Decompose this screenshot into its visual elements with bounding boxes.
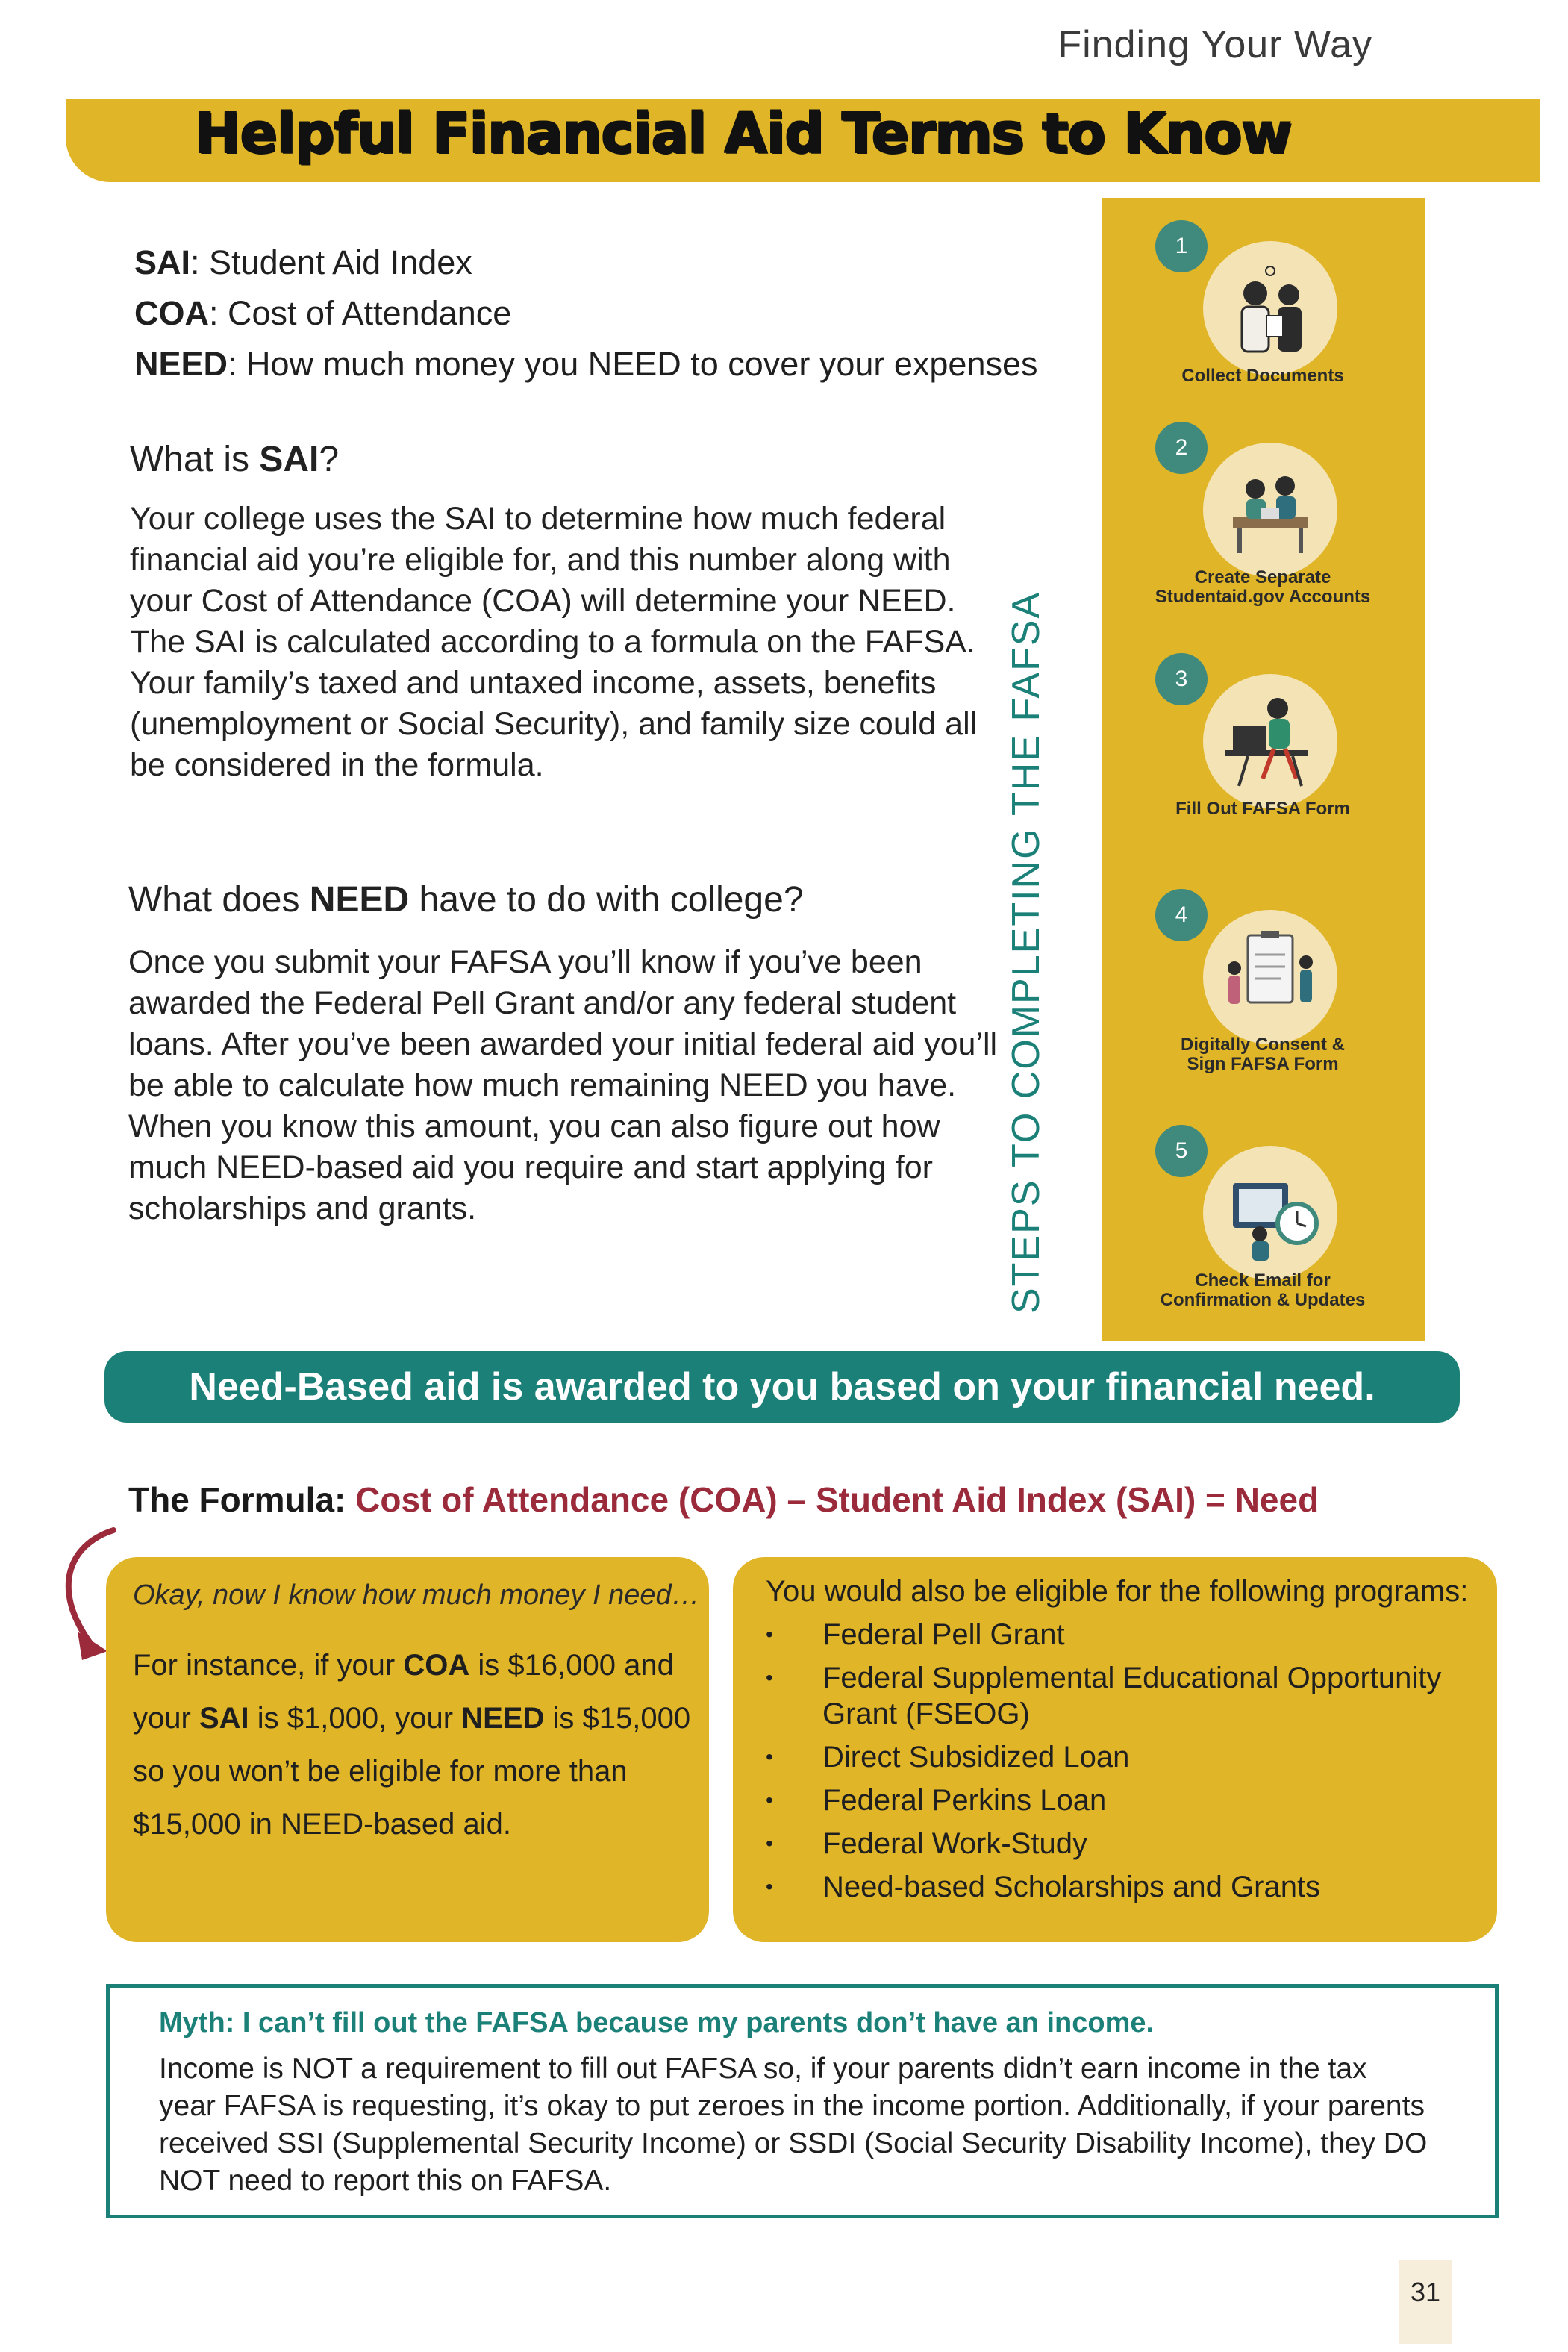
step-label (1113, 799, 1412, 819)
consent-illustration-icon (1203, 910, 1337, 1044)
term-abbr: COA (134, 294, 209, 332)
term-definition: : Cost of Attendance (209, 294, 512, 332)
step-label (1113, 1271, 1412, 1310)
term-definition: : How much money you NEED to cover your expenses (228, 345, 1038, 383)
step-label-line: Fill Out FAFSA Form (1175, 799, 1350, 819)
need-based-banner: Need-Based aid is awarded to you based on your financial need. (104, 1351, 1460, 1423)
term-coa (134, 288, 1038, 339)
heading-text: What does (128, 880, 310, 920)
list-item: • Federal Work-Study (766, 1826, 1482, 1862)
title-band (66, 99, 1540, 182)
formula-label: The Formula: (128, 1480, 356, 1519)
step-label-line: Digitally Consent & (1180, 1035, 1346, 1055)
form-illustration-icon (1203, 674, 1337, 808)
example-bold: NEED (461, 1702, 545, 1735)
example-text: is $15,000 so you won’t be eligible for more than $15,000 in NEED-based aid. (133, 1702, 691, 1841)
step-1 (1113, 220, 1412, 392)
steps-vertical-title: STEPS TO COMPLETING THE FAFSA (1005, 590, 1048, 1314)
myth-body: Income is NOT a requirement to fill out FAFSA so, if your parents didn’t earn income in the tax year FAFSA is requesting, it’s okay to put zeroes in the income portion. Additionally, if your parents received SSI (Supplemental Security Income) or SSDI (Social Security Disability Income), they DO NOT need to report this on FAFSA. (159, 2053, 1428, 2197)
list-item: • Direct Subsidized Loan (766, 1739, 1482, 1775)
example-text: is $16,000 and your (133, 1649, 674, 1735)
term-sai (134, 237, 1038, 288)
sai-heading (130, 439, 339, 480)
step-label-line: Check Email for (1195, 1270, 1331, 1291)
step-number-badge: 2 (1155, 422, 1208, 474)
heading-bold: SAI (259, 440, 319, 479)
example-body (133, 1639, 700, 1851)
step-label-line: Create Separate (1194, 567, 1331, 587)
step-2 (1113, 422, 1412, 608)
terms-list (134, 237, 1038, 390)
heading-text: have to do with college? (409, 880, 804, 920)
term-abbr: NEED (134, 345, 228, 383)
example-bold: COA (403, 1649, 470, 1682)
sai-body: Your college uses the SAI to determine how much federal financial aid you’re eligible for, and this number along with your Cost of Attendance (COA) will determine your NEED. The SAI is calculated according to a formula on the FAFSA. Your family’s taxed and untaxed income, assets, benefits (unemployment or Social Security), and family size could all be considered in the formula. (130, 501, 978, 783)
step-3 (1113, 653, 1412, 825)
example-lead: Okay, now I know how much money I need… (133, 1579, 700, 1611)
page-number: 31 (1399, 2260, 1452, 2344)
example-text: For instance, if your (133, 1649, 404, 1682)
step-label-line: Sign FAFSA Form (1187, 1054, 1339, 1074)
email-illustration-icon (1203, 1146, 1337, 1280)
need-body: Once you submit your FAFSA you’ll know if you’ve been awarded the Federal Pell Grant and/or any federal student loans. After you’ve been awarded your initial federal aid you’ll be able to calculate how much remaining NEED you have. When you know this amount, you can also figure out how much NEED-based aid you require and start applying for scholarships and grants. (128, 944, 998, 1226)
step-label (1113, 366, 1412, 386)
list-item: • Federal Supplemental Educational Opportunity Grant (FSEOG) (766, 1660, 1482, 1732)
step-4 (1113, 889, 1412, 1076)
step-number-badge: 1 (1155, 220, 1208, 272)
example-box (106, 1557, 709, 1942)
term-definition: : Student Aid Index (190, 243, 472, 281)
step-number-badge: 3 (1155, 653, 1208, 705)
myth-box (106, 1984, 1499, 2218)
heading-text: ? (319, 440, 340, 479)
running-head: Finding Your Way (1058, 23, 1372, 66)
accounts-illustration-icon (1203, 443, 1337, 577)
step-label (1113, 568, 1412, 607)
formula-expression: Cost of Attendance (COA) – Student Aid Index (SAI) = Need (355, 1480, 1319, 1519)
need-heading (128, 879, 804, 920)
programs-list (766, 1617, 1482, 1912)
step-number-badge: 4 (1155, 889, 1208, 941)
example-bold: SAI (199, 1702, 249, 1735)
step-label-line: Studentaid.gov Accounts (1155, 587, 1371, 607)
list-item: • Federal Pell Grant (766, 1617, 1482, 1653)
step-number-badge: 5 (1155, 1125, 1208, 1177)
steps-panel (1102, 198, 1425, 1341)
heading-bold: NEED (309, 880, 410, 920)
programs-lead: You would also be eligible for the following programs: (766, 1575, 1469, 1608)
myth-title: Myth: I can’t fill out the FAFSA because my parents don’t have an income. (159, 2007, 1155, 2038)
term-need (134, 339, 1038, 390)
heading-text: What is (130, 440, 260, 479)
documents-illustration-icon (1203, 241, 1337, 375)
example-text: is $1,000, your (249, 1702, 462, 1735)
term-abbr: SAI (134, 243, 191, 281)
step-5 (1113, 1125, 1412, 1311)
step-label-line: Confirmation & Updates (1160, 1290, 1366, 1310)
list-item: • Federal Perkins Loan (766, 1782, 1482, 1818)
step-label (1113, 1035, 1412, 1074)
programs-box (733, 1557, 1497, 1942)
page-title: Helpful Financial Aid Terms to Know (194, 102, 1292, 166)
step-label-line: Collect Documents (1181, 366, 1344, 386)
formula-line (128, 1479, 1319, 1520)
list-item: • Need-based Scholarships and Grants (766, 1869, 1482, 1905)
